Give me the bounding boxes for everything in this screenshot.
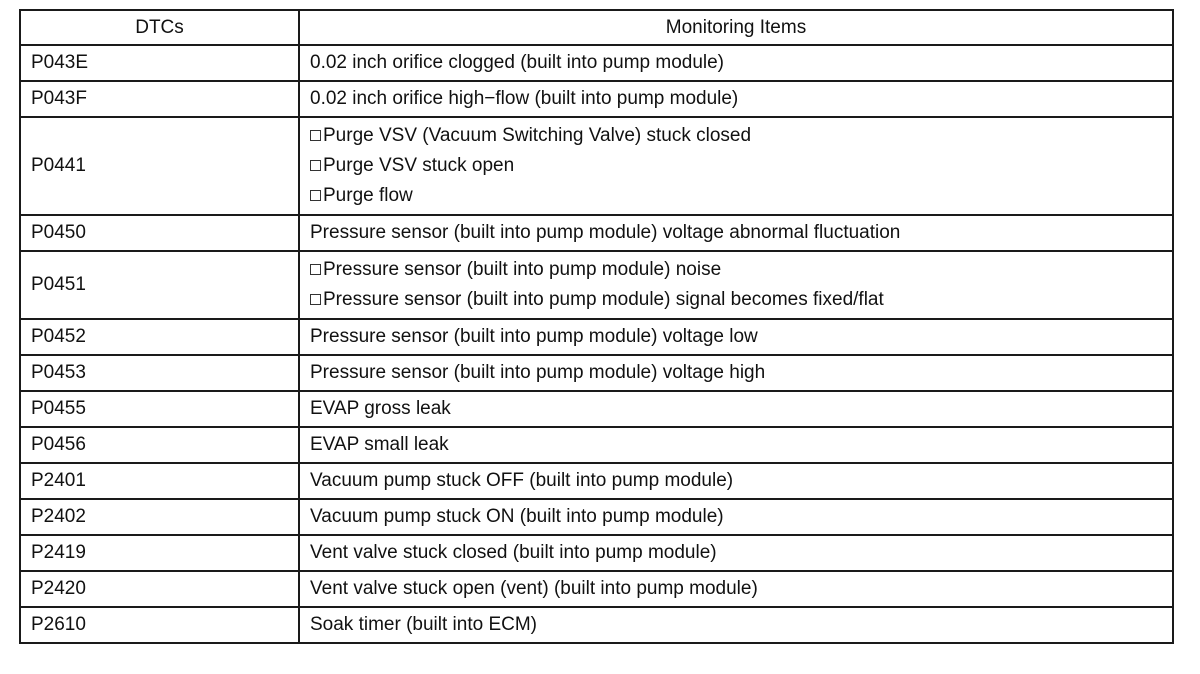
monitoring-item-text: Purge VSV stuck open	[323, 155, 515, 176]
monitoring-items-cell	[299, 117, 1173, 215]
monitoring-item-text: Pressure sensor (built into pump module) voltage abnormal fluctuation	[310, 222, 901, 243]
dtc-code-cell: P0450	[20, 215, 299, 251]
monitoring-item-text: Pressure sensor (built into pump module) noise	[323, 259, 722, 280]
monitoring-items-cell	[299, 355, 1173, 391]
table-row	[20, 251, 1173, 319]
monitoring-item	[310, 358, 1162, 388]
table-row	[20, 355, 1173, 391]
monitoring-item-text: Pressure sensor (built into pump module) voltage high	[310, 362, 766, 383]
dtc-code-cell: P0453	[20, 355, 299, 391]
monitoring-items-cell	[299, 535, 1173, 571]
monitoring-items-cell	[299, 607, 1173, 643]
dtc-code-cell: P0441	[20, 117, 299, 215]
table-body	[20, 45, 1173, 643]
monitoring-item-text: Pressure sensor (built into pump module) voltage low	[310, 326, 758, 347]
checkbox-icon	[310, 160, 321, 171]
table-row	[20, 117, 1173, 215]
monitoring-item	[310, 285, 1162, 315]
monitoring-item-text: 0.02 inch orifice clogged (built into pump module)	[310, 52, 725, 73]
monitoring-item	[310, 218, 1162, 248]
checkbox-icon	[310, 294, 321, 305]
monitoring-item-text: Vent valve stuck open (vent) (built into pump module)	[310, 578, 758, 599]
monitoring-item-text: Vent valve stuck closed (built into pump module)	[310, 542, 717, 563]
dtc-code-cell: P043E	[20, 45, 299, 81]
monitoring-items-cell	[299, 81, 1173, 117]
monitoring-item	[310, 538, 1162, 568]
monitoring-item	[310, 48, 1162, 78]
dtc-code-cell: P2419	[20, 535, 299, 571]
monitoring-item-text: EVAP small leak	[310, 434, 449, 455]
dtc-code-cell: P0452	[20, 319, 299, 355]
monitoring-column-header: Monitoring Items	[299, 10, 1173, 45]
header-row	[20, 10, 1173, 45]
monitoring-items-cell	[299, 251, 1173, 319]
checkbox-icon	[310, 264, 321, 275]
monitoring-items-cell	[299, 319, 1173, 355]
monitoring-item	[310, 610, 1162, 640]
dtc-code-cell: P2610	[20, 607, 299, 643]
monitoring-item-text: 0.02 inch orifice high−flow (built into pump module)	[310, 88, 739, 109]
monitoring-item-text: Purge VSV (Vacuum Switching Valve) stuck closed	[323, 125, 752, 146]
dtc-code-cell: P043F	[20, 81, 299, 117]
monitoring-item	[310, 181, 1162, 211]
table-row	[20, 81, 1173, 117]
monitoring-item	[310, 466, 1162, 496]
dtc-code-cell: P2402	[20, 499, 299, 535]
checkbox-icon	[310, 190, 321, 201]
table-row	[20, 499, 1173, 535]
dtc-code-cell: P2420	[20, 571, 299, 607]
monitoring-items-cell	[299, 463, 1173, 499]
monitoring-item-text: EVAP gross leak	[310, 398, 451, 419]
monitoring-item-text: Soak timer (built into ECM)	[310, 614, 538, 635]
table-row	[20, 319, 1173, 355]
monitoring-items-cell	[299, 427, 1173, 463]
monitoring-item-text: Pressure sensor (built into pump module) signal becomes fixed/flat	[323, 289, 884, 310]
dtc-monitoring-table	[19, 9, 1174, 644]
checkbox-icon	[310, 130, 321, 141]
table-row	[20, 427, 1173, 463]
monitoring-item-text: Purge flow	[323, 185, 413, 206]
dtc-code-cell: P0456	[20, 427, 299, 463]
monitoring-item	[310, 255, 1162, 285]
monitoring-items-cell	[299, 499, 1173, 535]
monitoring-items-cell	[299, 571, 1173, 607]
monitoring-item	[310, 574, 1162, 604]
monitoring-items-cell	[299, 391, 1173, 427]
table-row	[20, 535, 1173, 571]
monitoring-item	[310, 394, 1162, 424]
table-row	[20, 571, 1173, 607]
table-row	[20, 45, 1173, 81]
table-row	[20, 215, 1173, 251]
monitoring-item	[310, 322, 1162, 352]
monitoring-item	[310, 430, 1162, 460]
monitoring-item	[310, 121, 1162, 151]
monitoring-item	[310, 84, 1162, 114]
dtc-code-cell: P0455	[20, 391, 299, 427]
dtc-code-cell: P2401	[20, 463, 299, 499]
monitoring-item-text: Vacuum pump stuck ON (built into pump module)	[310, 506, 724, 527]
monitoring-item	[310, 151, 1162, 181]
table-header	[20, 10, 1173, 45]
table-row	[20, 463, 1173, 499]
monitoring-items-cell	[299, 215, 1173, 251]
monitoring-item-text: Vacuum pump stuck OFF (built into pump module)	[310, 470, 734, 491]
dtc-column-header: DTCs	[20, 10, 299, 45]
monitoring-item	[310, 502, 1162, 532]
table-row	[20, 391, 1173, 427]
monitoring-items-cell	[299, 45, 1173, 81]
dtc-code-cell: P0451	[20, 251, 299, 319]
table-row	[20, 607, 1173, 643]
